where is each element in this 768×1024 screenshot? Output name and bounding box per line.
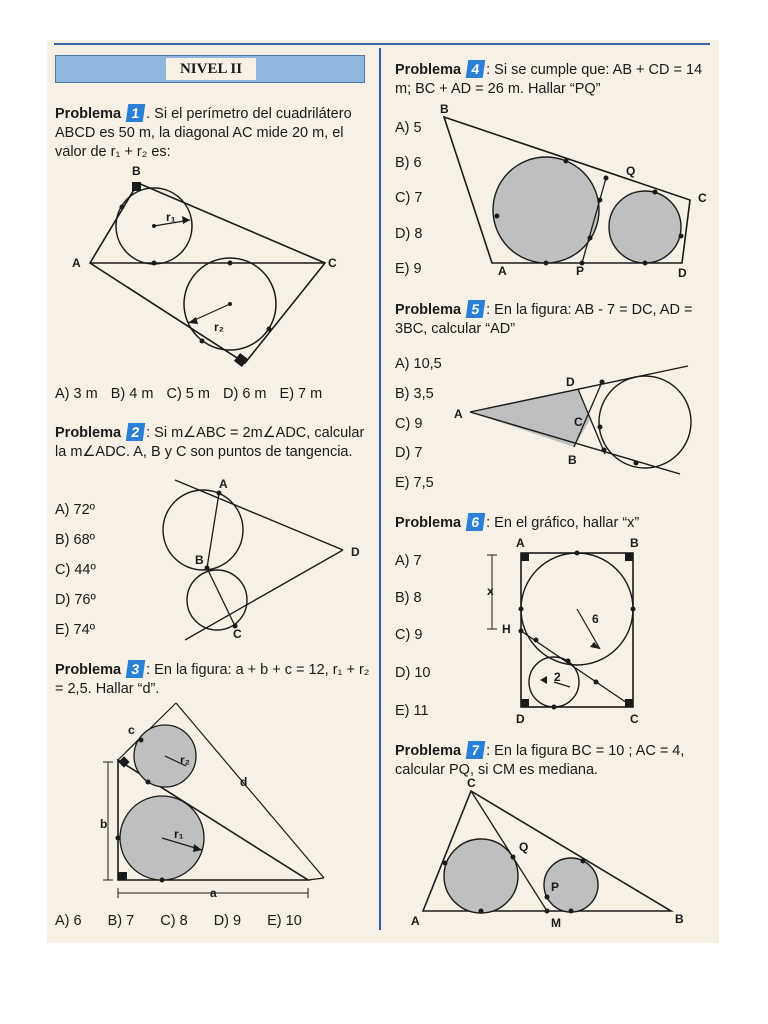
p6-label-x: x [487,584,494,598]
p4-option-e: E) 9 [395,261,422,277]
p6-option-c: C) 9 [395,627,423,643]
p4-option-d: D) 8 [395,226,423,242]
p5-option-a: A) 10,5 [395,356,442,372]
p2-label-B: B [195,553,204,567]
problem-5-figure [450,362,700,477]
problem-4-text: : Si se cumple que: AB + CD = 14 m; BC + AD = 26 m. Hallar “PQ” [395,62,703,97]
problem-4-figure [440,102,715,285]
problem-3-statement [55,660,370,699]
p4-option-a: A) 5 [395,120,422,136]
problem-2-heading: Problema [55,425,122,441]
p5-option-e: E) 7,5 [395,475,434,491]
p2-label-A: A [219,477,228,491]
problem-1-figure [70,165,360,375]
p5-option-c: C) 9 [395,416,423,432]
problem-6-number-badge: 6 [466,513,486,531]
p6-label-D: D [516,712,525,726]
p3-label-r2: r₂ [180,753,191,767]
p3-answer-b: B) 7 [107,913,135,929]
p5-label-C: C [574,415,583,429]
p4-label-B: B [440,102,449,116]
p3-label-r1: r₁ [174,827,184,841]
problem-6-heading: Problema [395,515,462,531]
level-banner [55,55,365,83]
p7-label-C: C [467,776,476,790]
p3-answer-c: C) 8 [160,913,188,929]
problem-2-number-badge: 2 [126,423,146,441]
p2-option-b: B) 68º [55,532,95,548]
problem-7-text: : En la figura BC = 10 ; AC = 4, calcular PQ, si CM es mediana. [395,743,685,778]
p6-option-b: B) 8 [395,590,422,606]
problem-2-statement [55,423,370,462]
p4-label-P: P [576,264,585,278]
p6-option-d: D) 10 [395,665,431,681]
p6-label-H: H [502,622,511,636]
problem-3-figure [98,700,338,905]
p1-answer-b: B) 4 m [110,386,154,402]
p7-label-M: M [551,916,561,930]
problem-6-statement [395,513,713,533]
p4-option-c: C) 7 [395,190,423,206]
problem-7-heading: Problema [395,743,462,759]
p2-option-e: E) 74º [55,622,95,638]
problem-7-number-badge: 7 [466,741,486,759]
problem-3-answers [55,913,311,929]
p2-option-c: C) 44º [55,562,96,578]
p1-answer-c: C) 5 m [166,386,210,402]
problem-6-figure [480,537,650,727]
p2-label-D: D [351,545,360,559]
p4-label-C: C [698,191,707,205]
p5-label-D: D [566,375,575,389]
p5-label-A: A [454,407,463,421]
p1-answer-a: A) 3 m [55,386,98,402]
p1-label-r1: r₁ [166,210,176,224]
p4-label-A: A [498,264,507,278]
p1-answer-e: E) 7 m [279,386,323,402]
p3-label-d: d [240,775,248,789]
level-title: NIVEL II [166,58,256,80]
problem-1-statement [55,104,370,162]
problem-4-number-badge: 4 [466,60,486,78]
problem-1-text: . Si el perímetro del cuadrilátero ABCD es 50 m, la diagonal AC mide 20 m, el valor de r₁ + r₂ es: [55,106,352,160]
column-divider [379,48,381,930]
p7-label-Q: Q [519,840,529,854]
p2-label-C: C [233,627,242,641]
problem-7-figure [405,777,695,932]
problem-6-text: : En el gráfico, hallar “x” [486,515,640,531]
p6-option-a: A) 7 [395,553,422,569]
problem-1-number-badge: 1 [126,104,146,122]
problem-3-text: : En la figura: a + b + c = 12, r₁ + r₂ = 2,5. Hallar “d”. [55,662,370,697]
problem-1-heading: Problema [55,106,122,122]
problem-3-heading: Problema [55,662,122,678]
p6-label-2: 2 [554,670,561,684]
p6-option-e: E) 11 [395,703,429,719]
p6-label-C: C [630,712,639,726]
p1-label-A: A [72,256,81,270]
top-rule [54,43,710,45]
p6-label-A: A [516,536,525,550]
p6-label-B: B [630,536,639,550]
p1-label-B: B [132,164,141,178]
problem-5-statement [395,300,713,339]
p1-label-r2: r₂ [214,320,225,334]
p4-label-Q: Q [626,164,636,178]
problem-5-heading: Problema [395,302,462,318]
p3-answer-d: D) 9 [213,913,242,929]
p6-label-6: 6 [592,612,599,626]
problem-2-text: : Si m∠ABC = 2m∠ADC, calcular la m∠ADC. A, B y C son puntos de tangencia. [55,425,365,460]
p3-label-b: b [100,817,108,831]
problem-4-statement [395,60,713,99]
p1-answer-d: D) 6 m [223,386,267,402]
p3-label-a: a [210,886,217,900]
p5-label-B: B [568,453,577,467]
p7-label-A: A [411,914,420,928]
p3-answer-a: A) 6 [55,913,82,929]
problem-5-text: : En la figura: AB - 7 = DC, AD = 3BC, calcular “AD” [395,302,693,337]
p5-option-b: B) 3,5 [395,386,434,402]
p7-label-P: P [551,880,560,894]
problem-1-answers [55,386,331,402]
p1-label-C: C [328,256,337,270]
problem-5-number-badge: 5 [466,300,486,318]
p7-label-B: B [675,912,684,926]
p2-option-a: A) 72º [55,502,95,518]
problem-7-statement [395,741,713,780]
problem-3-number-badge: 3 [126,660,146,678]
p4-option-b: B) 6 [395,155,422,171]
p5-option-d: D) 7 [395,445,423,461]
p2-option-d: D) 76º [55,592,96,608]
problem-4-heading: Problema [395,62,462,78]
problem-2-figure [155,478,370,648]
p3-label-c: c [128,723,135,737]
p4-label-D: D [678,266,687,280]
p3-answer-e: E) 10 [267,913,302,929]
